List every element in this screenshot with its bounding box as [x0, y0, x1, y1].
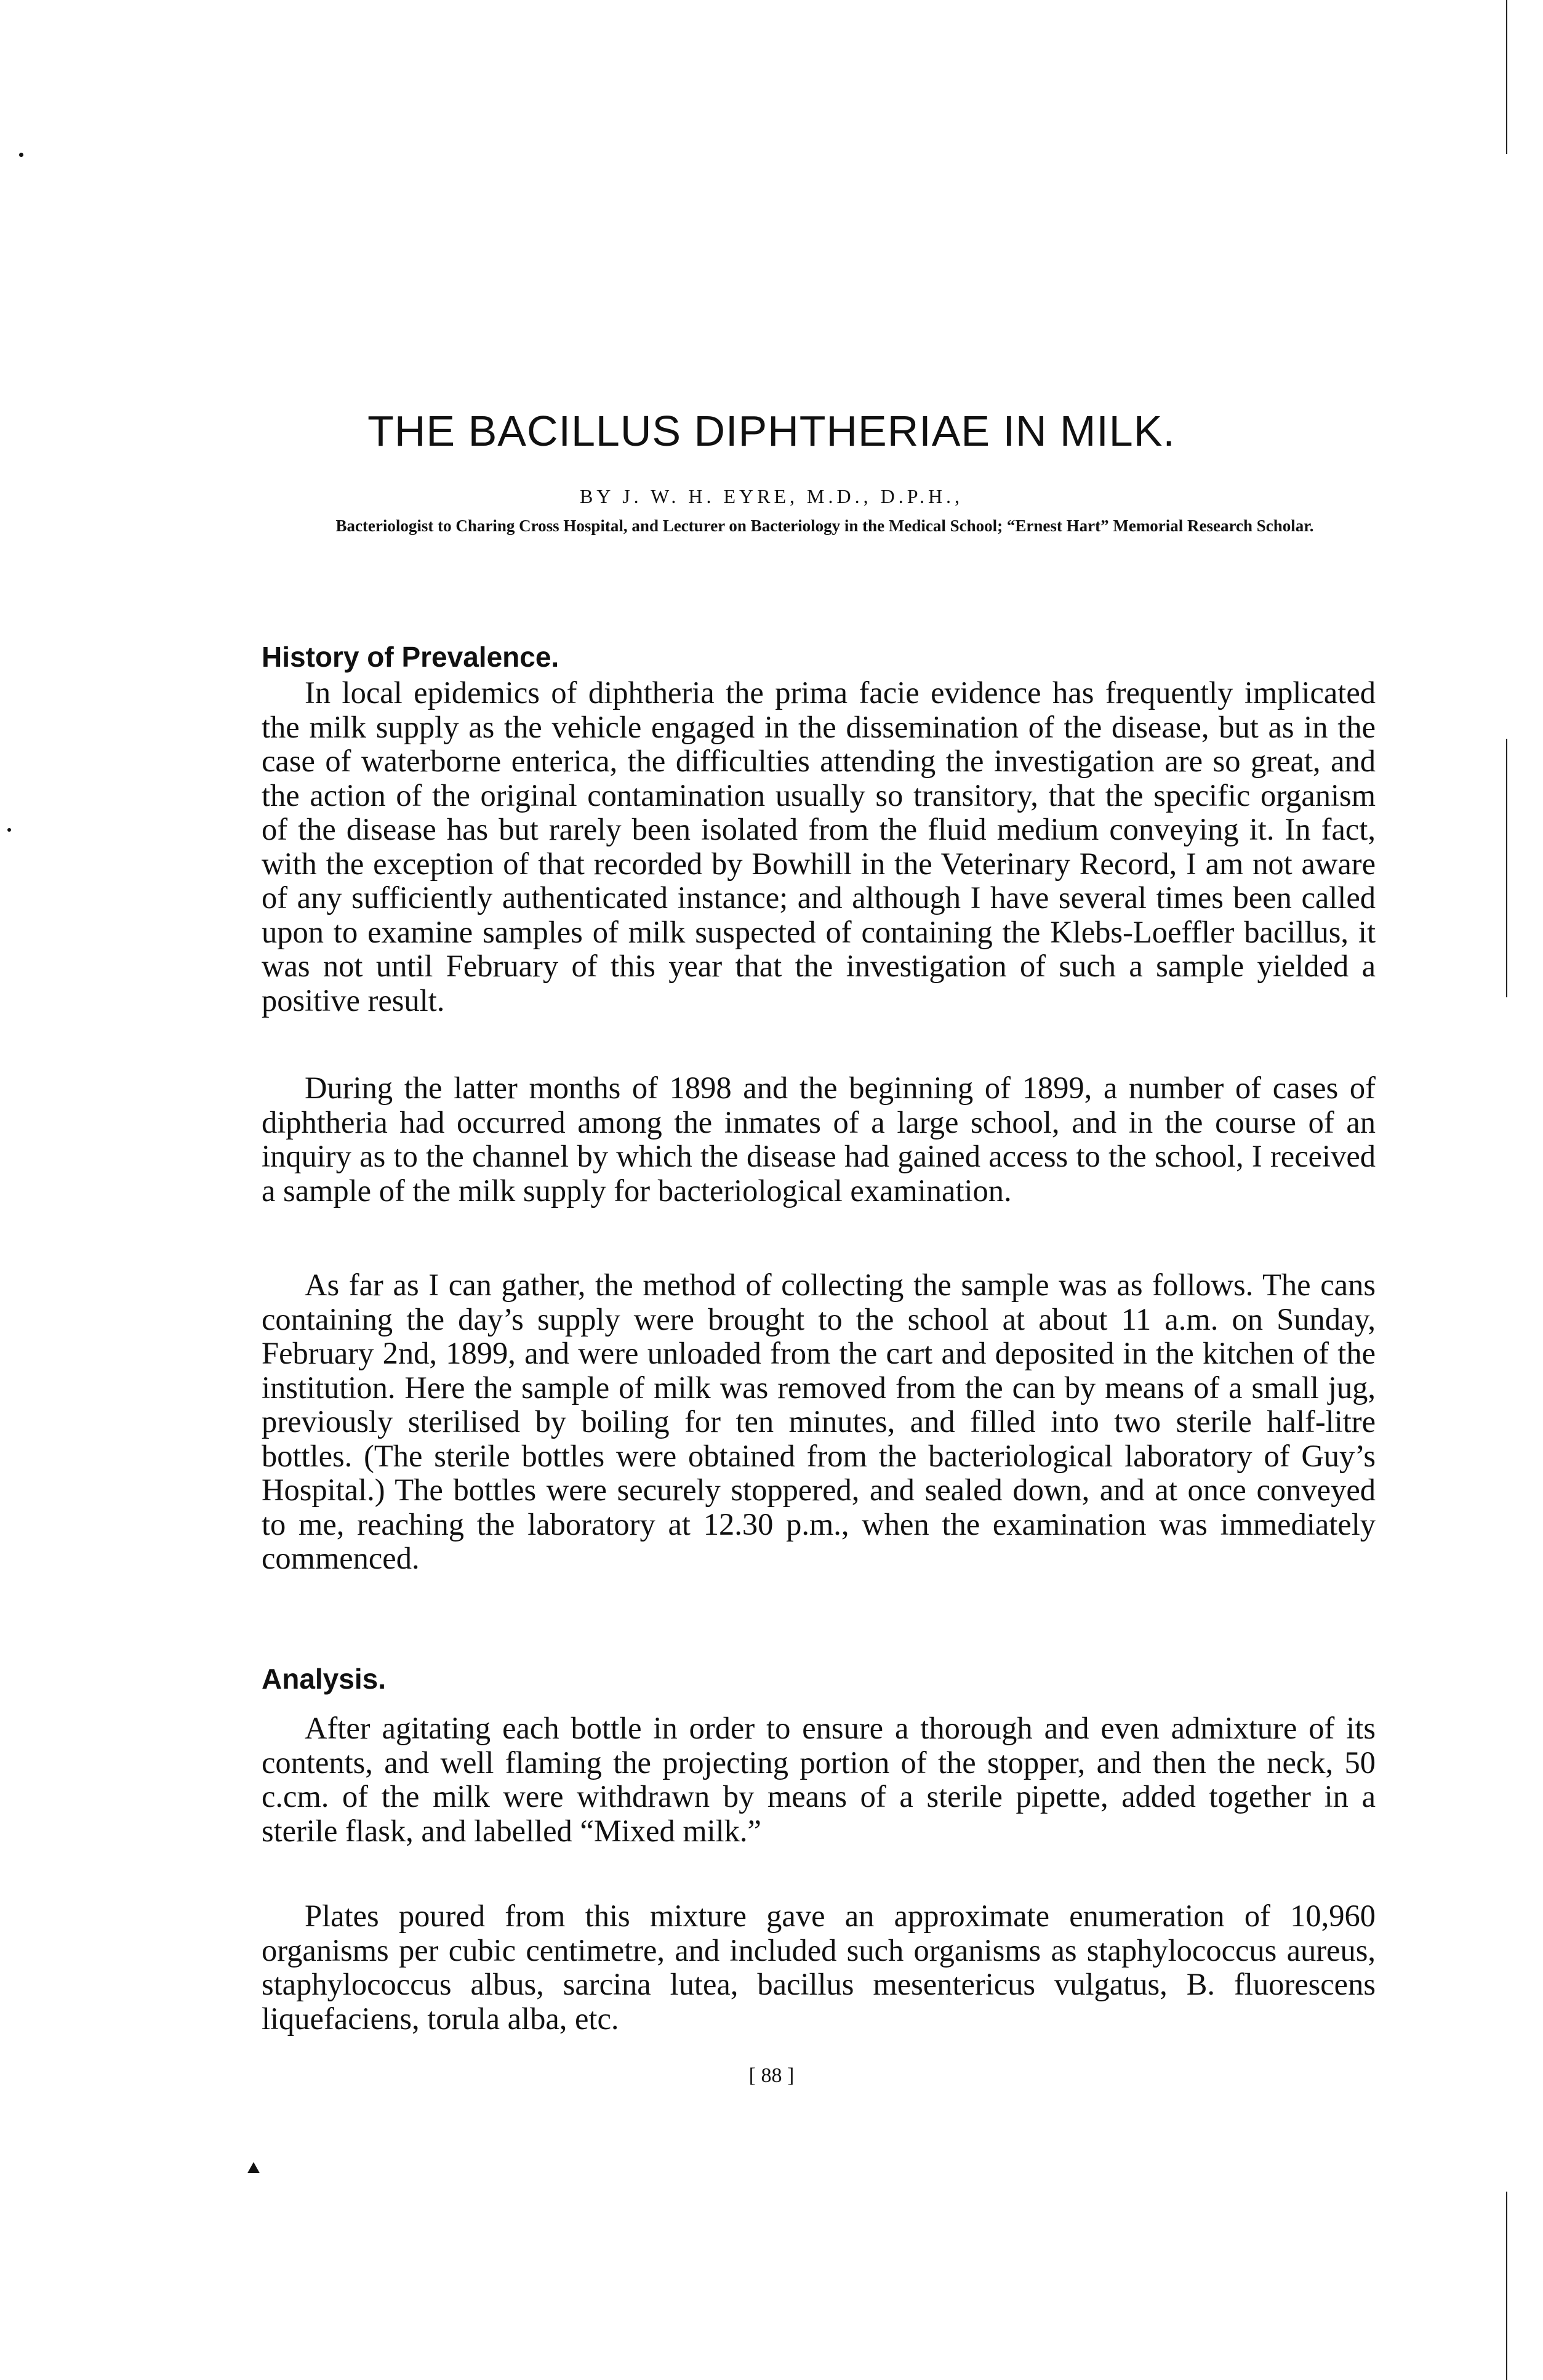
analysis-paragraph-2: Plates poured from this mixture gave an approximate enumeration of 10,960 organisms per cubic centimetre, and included such organisms as staphylococcus aureus, staphylococcus albus, sarcina lutea, bacillus mesentericus vulgatus, B. fluorescens liquefaciens, torula alba, etc.: [262, 1899, 1376, 2036]
history-paragraph-2: During the latter months of 1898 and the beginning of 1899, a number of cases of diphtheria had occurred among the inmates of a large school, and in the course of an inquiry as to the channel by which the disease had gained access to the school, I received a sample of the milk supply for bacteriological examination.: [262, 1071, 1376, 1208]
analysis-paragraph-1: After agitating each bottle in order to ensure a thorough and even admixture of its contents, and well flaming the projecting portion of the stopper, and then the neck, 50 c.cm. of the milk were withdrawn by means of a sterile pipette, added together in a sterile flask, and labelled “Mixed milk.”: [262, 1711, 1376, 1848]
history-paragraph-3: As far as I can gather, the method of collecting the sample was as follows. The cans containing the day’s supply were brought to the school at about 11 a.m. on Sunday, February 2nd, 1899, and were unloaded from the cart and deposited in the kitchen of the institution. Here the sample of milk was removed from the can by means of a small jug, previously sterilised by boiling for ten minutes, and filled into two sterile half-litre bottles. (The sterile bottles were obtained from the bacteriological laboratory of Guy’s Hospital.) The bottles were securely stoppered, and sealed down, and at once conveyed to me, reaching the laboratory at 12.30 p.m., when the examination was immediately commenced.: [262, 1268, 1376, 1575]
page-number: [ 88 ]: [748, 2064, 795, 2087]
printer-mark: [247, 2162, 260, 2173]
scan-speck: [19, 153, 23, 157]
page-edge-line: [1506, 739, 1507, 997]
author-affiliation: Bacteriologist to Charing Cross Hospital, and Lecturer on Bacteriology in the Medical School; “Ernest Hart” Memorial Research Scholar.: [335, 517, 1314, 535]
section-heading-analysis: Analysis.: [262, 1663, 386, 1695]
page-edge-line: [1506, 2192, 1507, 2380]
scan-speck: [7, 828, 11, 832]
author-byline: BY J. W. H. EYRE, M.D., D.P.H.,: [579, 485, 964, 507]
page-edge-line: [1506, 0, 1507, 154]
section-heading-history: History of Prevalence.: [262, 641, 559, 673]
article-title: THE BACILLUS DIPHTHERIAE IN MILK.: [367, 407, 1176, 455]
history-paragraph-1: In local epidemics of diphtheria the prima facie evidence has frequently implicated the milk supply as the vehicle engaged in the dissemination of the disease, but as in the case of waterborne enterica, the difficulties attending the investigation are so great, and the action of the original contamination usually so transitory, that the specific organism of the disease has but rarely been isolated from the fluid medium conveying it. In fact, with the exception of that recorded by Bowhill in the Veterinary Record, I am not aware of any sufficiently authenticated instance; and although I have several times been called upon to examine samples of milk suspected of containing the Klebs-Loeffler bacillus, it was not until February of this year that the investigation of such a sample yielded a positive result.: [262, 675, 1376, 1018]
